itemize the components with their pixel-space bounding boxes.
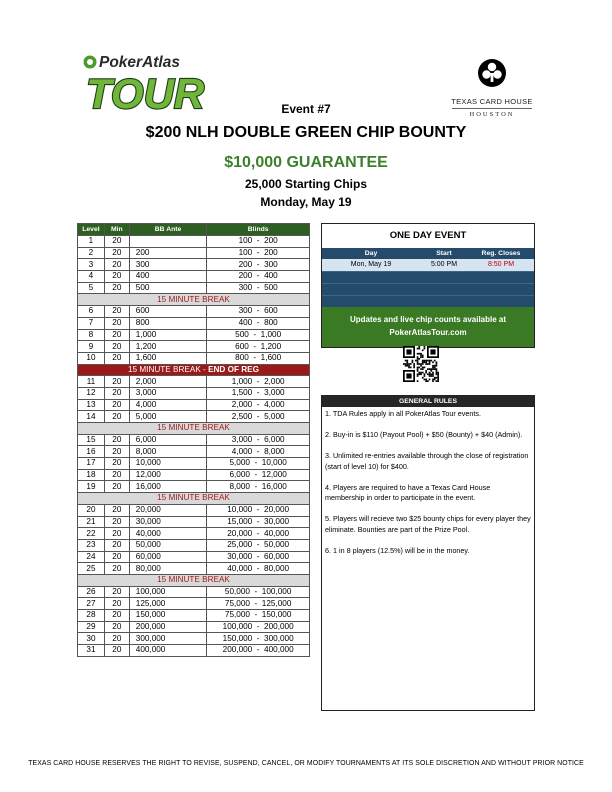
break-row — [78, 423, 310, 435]
break-row — [78, 294, 310, 306]
level-bb-ante: 150,000 — [129, 610, 207, 622]
level-minutes: 20 — [104, 317, 129, 329]
col-header-ante: BB Ante — [129, 224, 207, 236]
level-blinds: 5,000 - 10,000 — [207, 458, 310, 470]
rules-title: GENERAL RULES — [322, 396, 534, 407]
level-minutes: 20 — [104, 621, 129, 633]
venue-name: TEXAS CARD HOUSE — [451, 97, 533, 106]
level-minutes: 20 — [104, 352, 129, 364]
level-blinds: 8,000 - 16,000 — [207, 481, 310, 493]
break-label — [78, 574, 310, 586]
one-day-event-panel — [321, 223, 535, 348]
level-row — [78, 271, 310, 283]
level-blinds: 6,000 - 12,000 — [207, 469, 310, 481]
level-blinds: 800 - 1,600 — [207, 352, 310, 364]
level-row — [78, 236, 310, 248]
level-minutes: 20 — [104, 645, 129, 657]
rule-item: 6. 1 in 8 players (12.5%) will be in the money. — [325, 545, 470, 555]
level-minutes: 20 — [104, 411, 129, 423]
one-day-title: ONE DAY EVENT — [389, 230, 467, 241]
event-date: Monday, May 19 — [260, 195, 352, 209]
level-number: 23 — [78, 539, 105, 551]
level-row — [78, 610, 310, 622]
level-blinds: 10,000 - 20,000 — [207, 504, 310, 516]
footer-disclaimer: TEXAS CARD HOUSE RESERVES THE RIGHT TO REVISE, SUSPEND, CANCEL, OR MODIFY TOURNAMENTS AT ITS SOLE DISCRETION AND WITHOUT PRIOR NOTICE — [28, 760, 584, 767]
level-bb-ante: 1,600 — [129, 352, 207, 364]
end-of-reg-break-row — [78, 364, 310, 376]
col-header-day: Day — [364, 250, 378, 257]
level-row — [78, 633, 310, 645]
level-bb-ante: 6,000 — [129, 434, 207, 446]
break-text: 15 MINUTE BREAK — [157, 423, 230, 433]
col-header-reg-closes: Reg. Closes — [481, 250, 521, 257]
level-blinds: 200,000 - 400,000 — [207, 645, 310, 657]
level-minutes: 20 — [104, 399, 129, 411]
level-minutes: 20 — [104, 376, 129, 388]
starting-chips: 25,000 Starting Chips — [244, 177, 368, 191]
schedule-start: 5:00 PM — [430, 261, 458, 268]
level-minutes: 20 — [104, 539, 129, 551]
end-of-reg-text: END OF REG — [208, 364, 260, 374]
level-row — [78, 329, 310, 341]
level-row — [78, 341, 310, 353]
level-row — [78, 528, 310, 540]
guarantee: $10,000 GUARANTEE — [224, 154, 388, 171]
level-bb-ante: 30,000 — [129, 516, 207, 528]
level-number: 26 — [78, 586, 105, 598]
level-row — [78, 446, 310, 458]
rule-item: 2. Buy-in is $110 (Payout Pool) + $50 (Bounty) + $40 (Admin). — [325, 430, 523, 439]
level-number: 14 — [78, 411, 105, 423]
level-minutes: 20 — [104, 481, 129, 493]
level-number: 31 — [78, 645, 105, 657]
level-number: 9 — [78, 341, 105, 353]
level-bb-ante: 125,000 — [129, 598, 207, 610]
level-bb-ante: 4,000 — [129, 399, 207, 411]
level-minutes: 20 — [104, 516, 129, 528]
level-bb-ante: 60,000 — [129, 551, 207, 563]
level-row — [78, 598, 310, 610]
level-number: 16 — [78, 446, 105, 458]
level-number: 17 — [78, 458, 105, 470]
level-minutes: 20 — [104, 282, 129, 294]
schedule-header-row — [322, 248, 534, 259]
level-blinds: 1,500 - 3,000 — [207, 387, 310, 399]
schedule-empty-row — [322, 283, 534, 295]
rules-list — [322, 407, 534, 569]
level-number: 21 — [78, 516, 105, 528]
level-row — [78, 259, 310, 271]
level-blinds: 50,000 - 100,000 — [207, 586, 310, 598]
level-bb-ante: 200,000 — [129, 621, 207, 633]
level-number: 3 — [78, 259, 105, 271]
level-minutes: 20 — [104, 446, 129, 458]
level-bb-ante: 300 — [129, 259, 207, 271]
level-number: 13 — [78, 399, 105, 411]
club-icon — [472, 58, 512, 88]
level-minutes: 20 — [104, 271, 129, 283]
level-bb-ante: 12,000 — [129, 469, 207, 481]
level-blinds: 30,000 - 60,000 — [207, 551, 310, 563]
level-minutes: 20 — [104, 247, 129, 259]
level-number: 18 — [78, 469, 105, 481]
level-bb-ante: 80,000 — [129, 563, 207, 575]
level-bb-ante: 16,000 — [129, 481, 207, 493]
rule-item: 5. Players will recieve two $25 bounty chips for every player they eliminate. Bounties are part of the Prize Pool. — [325, 514, 531, 534]
level-row — [78, 352, 310, 364]
break-text: 15 MINUTE BREAK — [157, 575, 230, 585]
break-label — [78, 493, 310, 505]
level-blinds: 300 - 500 — [207, 282, 310, 294]
level-row — [78, 563, 310, 575]
event-title: $200 NLH DOUBLE GREEN CHIP BOUNTY — [145, 124, 467, 141]
logo-pokeratlas-text: PokerAtlas — [99, 54, 180, 71]
schedule-empty-row — [322, 271, 534, 283]
level-blinds: 500 - 1,000 — [207, 329, 310, 341]
level-bb-ante: 10,000 — [129, 458, 207, 470]
updates-text: Updates and live chip counts available at — [349, 315, 507, 324]
level-number: 20 — [78, 504, 105, 516]
structure-body — [78, 236, 310, 657]
level-row — [78, 434, 310, 446]
level-minutes: 20 — [104, 610, 129, 622]
break-row — [78, 574, 310, 586]
level-row — [78, 621, 310, 633]
break-label — [78, 294, 310, 306]
level-minutes: 20 — [104, 586, 129, 598]
level-number: 10 — [78, 352, 105, 364]
level-number: 19 — [78, 481, 105, 493]
level-row — [78, 586, 310, 598]
venue-city: HOUSTON — [469, 111, 515, 118]
level-minutes: 20 — [104, 469, 129, 481]
level-bb-ante: 1,000 — [129, 329, 207, 341]
rule-item: 3. Unlimited re-entries available through the close of registration (start of level 10) for $400. — [325, 451, 529, 471]
level-row — [78, 516, 310, 528]
level-bb-ante: 50,000 — [129, 539, 207, 551]
level-blinds: 400 - 800 — [207, 317, 310, 329]
level-bb-ante: 100,000 — [129, 586, 207, 598]
level-blinds: 200 - 300 — [207, 259, 310, 271]
level-number: 28 — [78, 610, 105, 622]
level-row — [78, 376, 310, 388]
level-number: 11 — [78, 376, 105, 388]
level-number: 2 — [78, 247, 105, 259]
level-number: 30 — [78, 633, 105, 645]
schedule-day: Mon, May 19 — [350, 261, 392, 268]
schedule-reg-closes: 8:50 PM — [487, 261, 515, 268]
level-bb-ante: 2,000 — [129, 376, 207, 388]
qr-code-icon — [403, 346, 439, 382]
level-row — [78, 282, 310, 294]
level-bb-ante — [129, 236, 207, 248]
level-number: 12 — [78, 387, 105, 399]
break-text: 15 MINUTE BREAK — [157, 294, 230, 304]
level-number: 1 — [78, 236, 105, 248]
logo-tour-text: TOUR — [86, 70, 205, 114]
level-blinds: 15,000 - 30,000 — [207, 516, 310, 528]
level-blinds: 300 - 600 — [207, 306, 310, 318]
level-number: 29 — [78, 621, 105, 633]
schedule-row — [322, 259, 534, 271]
col-header-level: Level — [78, 224, 105, 236]
level-bb-ante: 400 — [129, 271, 207, 283]
level-number: 22 — [78, 528, 105, 540]
level-number: 8 — [78, 329, 105, 341]
level-minutes: 20 — [104, 259, 129, 271]
level-number: 15 — [78, 434, 105, 446]
schedule-empty-row — [322, 295, 534, 307]
level-blinds: 600 - 1,200 — [207, 341, 310, 353]
blind-structure-table — [77, 223, 310, 657]
break-text: 15 MINUTE BREAK - — [127, 364, 209, 374]
level-row — [78, 306, 310, 318]
level-row — [78, 247, 310, 259]
level-minutes: 20 — [104, 236, 129, 248]
level-minutes: 20 — [104, 458, 129, 470]
level-blinds: 40,000 - 80,000 — [207, 563, 310, 575]
level-bb-ante: 1,200 — [129, 341, 207, 353]
level-number: 4 — [78, 271, 105, 283]
level-bb-ante: 8,000 — [129, 446, 207, 458]
level-bb-ante: 400,000 — [129, 645, 207, 657]
level-number: 6 — [78, 306, 105, 318]
level-blinds: 100,000 - 200,000 — [207, 621, 310, 633]
break-label — [78, 423, 310, 435]
level-number: 25 — [78, 563, 105, 575]
level-bb-ante: 5,000 — [129, 411, 207, 423]
level-blinds: 2,000 - 4,000 — [207, 399, 310, 411]
general-rules-panel — [321, 395, 535, 711]
level-number: 7 — [78, 317, 105, 329]
level-bb-ante: 600 — [129, 306, 207, 318]
level-row — [78, 504, 310, 516]
level-minutes: 20 — [104, 598, 129, 610]
level-minutes: 20 — [104, 504, 129, 516]
level-bb-ante: 40,000 — [129, 528, 207, 540]
level-blinds: 20,000 - 40,000 — [207, 528, 310, 540]
level-row — [78, 458, 310, 470]
level-blinds: 2,500 - 5,000 — [207, 411, 310, 423]
level-minutes: 20 — [104, 633, 129, 645]
level-blinds: 75,000 - 125,000 — [207, 598, 310, 610]
structure-header-row — [78, 224, 310, 236]
level-bb-ante: 3,000 — [129, 387, 207, 399]
level-row — [78, 551, 310, 563]
level-minutes: 20 — [104, 551, 129, 563]
level-row — [78, 481, 310, 493]
level-row — [78, 399, 310, 411]
level-minutes: 20 — [104, 306, 129, 318]
level-row — [78, 317, 310, 329]
updates-website: PokerAtlasTour.com — [389, 328, 467, 337]
level-bb-ante: 500 — [129, 282, 207, 294]
level-bb-ante: 20,000 — [129, 504, 207, 516]
level-blinds: 200 - 400 — [207, 271, 310, 283]
level-minutes: 20 — [104, 434, 129, 446]
break-text: 15 MINUTE BREAK — [157, 493, 230, 503]
rule-item: 1. TDA Rules apply in all PokerAtlas Tour events. — [325, 409, 481, 418]
level-minutes: 20 — [104, 329, 129, 341]
level-bb-ante: 800 — [129, 317, 207, 329]
level-bb-ante: 200 — [129, 247, 207, 259]
level-blinds: 100 - 200 — [207, 247, 310, 259]
level-row — [78, 469, 310, 481]
level-minutes: 20 — [104, 387, 129, 399]
event-number: Event #7 — [281, 102, 331, 116]
level-blinds: 4,000 - 8,000 — [207, 446, 310, 458]
break-row — [78, 493, 310, 505]
col-header-start: Start — [436, 250, 452, 257]
level-blinds: 1,000 - 2,000 — [207, 376, 310, 388]
col-header-min: Min — [104, 224, 129, 236]
level-minutes: 20 — [104, 341, 129, 353]
level-blinds: 25,000 - 50,000 — [207, 539, 310, 551]
level-number: 27 — [78, 598, 105, 610]
rule-item: 4. Players are required to have a Texas Card House membership in order to participate in the event. — [325, 482, 491, 502]
level-row — [78, 387, 310, 399]
level-blinds: 100 - 200 — [207, 236, 310, 248]
break-label — [78, 364, 310, 376]
level-row — [78, 645, 310, 657]
level-minutes: 20 — [104, 563, 129, 575]
updates-banner — [322, 307, 534, 347]
level-row — [78, 539, 310, 551]
level-number: 5 — [78, 282, 105, 294]
level-minutes: 20 — [104, 528, 129, 540]
col-header-blinds: Blinds — [207, 224, 310, 236]
level-blinds: 75,000 - 150,000 — [207, 610, 310, 622]
level-bb-ante: 300,000 — [129, 633, 207, 645]
level-row — [78, 411, 310, 423]
level-blinds: 3,000 - 6,000 — [207, 434, 310, 446]
level-number: 24 — [78, 551, 105, 563]
level-blinds: 150,000 - 300,000 — [207, 633, 310, 645]
